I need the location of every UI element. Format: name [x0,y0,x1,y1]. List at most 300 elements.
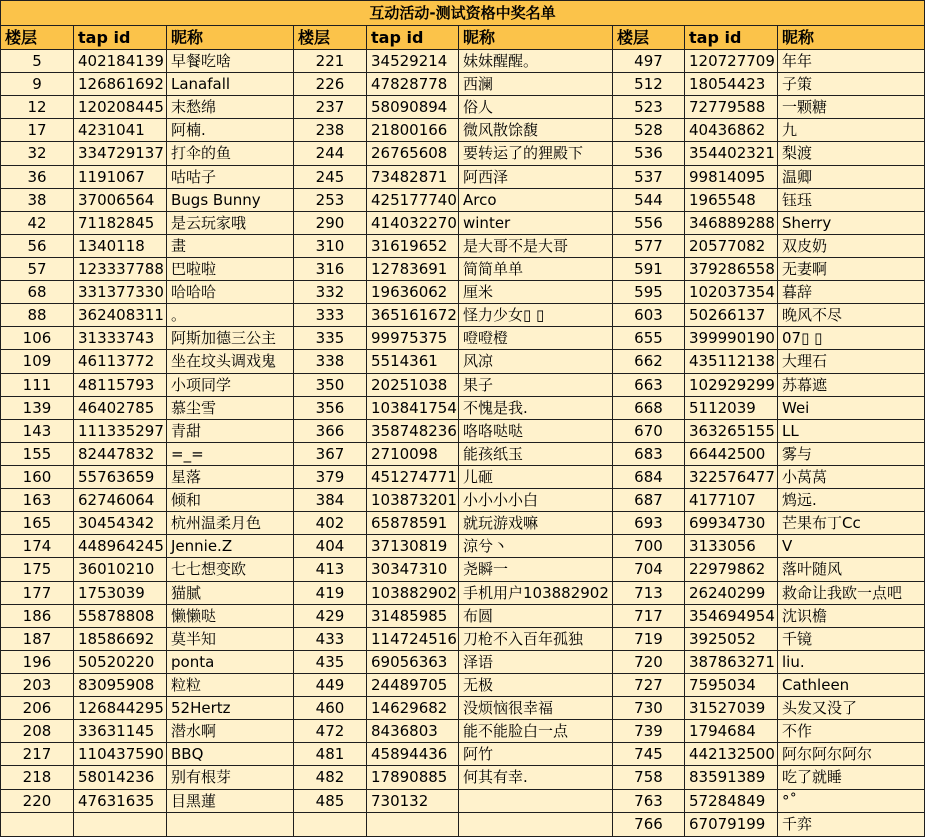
nickname-cell: 不作 [778,720,925,743]
floor-cell: 402 [294,512,367,535]
nickname-cell: 千弈 [778,812,925,836]
floor-cell: 32 [1,142,74,165]
nickname-cell: 简简单单 [459,257,613,280]
nickname-cell: 早餐吃啥 [167,50,294,73]
floor-cell: 155 [1,442,74,465]
floor-cell: 333 [294,304,367,327]
floor-cell: 187 [1,627,74,650]
floor-cell: 663 [613,373,685,396]
nickname-cell: 莫半知 [167,627,294,650]
nickname-cell: 潜水啊 [167,720,294,743]
floor-cell: 404 [294,535,367,558]
floor-cell: 367 [294,442,367,465]
table-row [1,789,925,812]
tapid-cell: 1340118 [74,234,167,257]
tapid-cell: 40436862 [685,119,778,142]
tapid-cell: 83591389 [685,766,778,789]
floor-cell: 662 [613,350,685,373]
nickname-cell [459,789,613,812]
nickname-cell: 风凉 [459,350,613,373]
nickname-cell: 落叶随风 [778,558,925,581]
tapid-cell: 7595034 [685,673,778,696]
floor-cell: 413 [294,558,367,581]
tapid-cell: 442132500 [685,743,778,766]
nickname-cell: BBQ [167,743,294,766]
nickname-cell: 畫 [167,234,294,257]
tapid-cell: 334729137 [74,142,167,165]
tapid-cell: 71182845 [74,211,167,234]
nickname-cell: 泽语 [459,650,613,673]
floor-cell: 245 [294,165,367,188]
floor-cell: 165 [1,512,74,535]
tapid-cell: 26765608 [367,142,459,165]
nickname-cell: 沈识檐 [778,604,925,627]
floor-cell: 42 [1,211,74,234]
floor-cell: 160 [1,465,74,488]
tapid-cell: 126861692 [74,73,167,96]
tapid-cell: 65878591 [367,512,459,535]
table-row [1,73,925,96]
tapid-cell: 1753039 [74,581,167,604]
floor-cell: 591 [613,257,685,280]
column-header-nickname: 昵称 [167,26,294,50]
nickname-cell: 咯咯哒哒 [459,419,613,442]
tapid-cell: 73482871 [367,165,459,188]
nickname-cell: 晚风不尽 [778,304,925,327]
floor-cell: 720 [613,650,685,673]
floor-cell: 139 [1,396,74,419]
tapid-cell: 46113772 [74,350,167,373]
tapid-cell: 102037354 [685,281,778,304]
nickname-cell: 子策 [778,73,925,96]
floor-cell: 766 [613,812,685,836]
nickname-cell: Arco [459,188,613,211]
tapid-cell: 14629682 [367,697,459,720]
tapid-cell: 1191067 [74,165,167,188]
tapid-cell: 379286558 [685,257,778,280]
nickname-cell: 目黑蓮 [167,789,294,812]
floor-cell: 175 [1,558,74,581]
tapid-cell: 18586692 [74,627,167,650]
tapid-cell: 19636062 [367,281,459,304]
tapid-cell: 50520220 [74,650,167,673]
tapid-cell: 22979862 [685,558,778,581]
floor-cell: 668 [613,396,685,419]
tapid-cell: 58014236 [74,766,167,789]
tapid-cell: 67079199 [685,812,778,836]
nickname-cell: 暮辞 [778,281,925,304]
floor-cell: 174 [1,535,74,558]
tapid-cell: 402184139 [74,50,167,73]
tapid-cell: 46402785 [74,396,167,419]
tapid-cell: 72779588 [685,96,778,119]
tapid-cell: 31485985 [367,604,459,627]
table-row [1,327,925,350]
floor-cell: 704 [613,558,685,581]
nickname-cell: 钰珏 [778,188,925,211]
table-row [1,188,925,211]
tapid-cell: 99814095 [685,165,778,188]
nickname-cell: 吃了就睡 [778,766,925,789]
floor-cell: 603 [613,304,685,327]
table-row [1,119,925,142]
tapid-cell: 358748236 [367,419,459,442]
floor-cell: 338 [294,350,367,373]
tapid-cell: 83095908 [74,673,167,696]
floor-cell: 433 [294,627,367,650]
tapid-cell: 123337788 [74,257,167,280]
nickname-cell: LL [778,419,925,442]
floor-cell: 485 [294,789,367,812]
table-row [1,396,925,419]
nickname-cell: 无极 [459,673,613,696]
table-row [1,350,925,373]
nickname-cell: 就玩游戏嘛 [459,512,613,535]
tapid-cell [74,812,167,836]
nickname-cell: 能不能脸白一点 [459,720,613,743]
tapid-cell: 103873201 [367,489,459,512]
tapid-cell: 451274771 [367,465,459,488]
floor-cell: 379 [294,465,367,488]
tapid-cell: 120208445 [74,96,167,119]
floor-cell: 739 [613,720,685,743]
tapid-cell: 1965548 [685,188,778,211]
tapid-cell: 33631145 [74,720,167,743]
tapid-cell: 48115793 [74,373,167,396]
nickname-cell: 慕尘雪 [167,396,294,419]
floor-cell: 693 [613,512,685,535]
floor-cell: 253 [294,188,367,211]
floor-cell: 316 [294,257,367,280]
tapid-cell: 20577082 [685,234,778,257]
tapid-cell: 4231041 [74,119,167,142]
floor-cell: 220 [1,789,74,812]
nickname-cell: 阿斯加德三公主 [167,327,294,350]
floor-cell: 332 [294,281,367,304]
floor-cell: 717 [613,604,685,627]
tapid-cell: 69934730 [685,512,778,535]
nickname-cell: 刀枪不入百年孤独 [459,627,613,650]
column-header-nickname: 昵称 [459,26,613,50]
nickname-cell: 双皮奶 [778,234,925,257]
nickname-cell: 能孩纸玉 [459,442,613,465]
table-row [1,419,925,442]
tapid-cell: 18054423 [685,73,778,96]
tapid-cell: 331377330 [74,281,167,304]
floor-cell: 217 [1,743,74,766]
tapid-cell: 103841754 [367,396,459,419]
nickname-cell: 。 [167,304,294,327]
floor-cell [1,812,74,836]
table-row [1,489,925,512]
nickname-cell: 末愁绵 [167,96,294,119]
table-row [1,812,925,836]
floor-cell: 449 [294,673,367,696]
table-row [1,50,925,73]
floor-cell: 497 [613,50,685,73]
tapid-cell: 120727709 [685,50,778,73]
nickname-cell: V [778,535,925,558]
nickname-cell: 52Hertz [167,697,294,720]
floor-cell: 523 [613,96,685,119]
tapid-cell: 110437590 [74,743,167,766]
nickname-cell: 七七想变欧 [167,558,294,581]
table-row [1,512,925,535]
table-row [1,650,925,673]
floor-cell: 472 [294,720,367,743]
floor-cell: 17 [1,119,74,142]
tapid-cell: 58090894 [367,96,459,119]
floor-cell: 221 [294,50,367,73]
nickname-cell: 俗人 [459,96,613,119]
floor-cell: 758 [613,766,685,789]
floor-cell: 512 [613,73,685,96]
nickname-cell: 苏幕遮 [778,373,925,396]
tapid-cell: 12783691 [367,257,459,280]
floor-cell: 177 [1,581,74,604]
table-row [1,211,925,234]
table-row [1,165,925,188]
nickname-cell: 小项同学 [167,373,294,396]
tapid-cell: 30347310 [367,558,459,581]
tapid-cell: 363265155 [685,419,778,442]
tapid-cell: 435112138 [685,350,778,373]
floor-cell: 237 [294,96,367,119]
tapid-cell [367,812,459,836]
tapid-cell: 362408311 [74,304,167,327]
tapid-cell: 126844295 [74,697,167,720]
tapid-cell: 47631635 [74,789,167,812]
floor-cell: 556 [613,211,685,234]
tapid-cell: 5112039 [685,396,778,419]
nickname-cell: 妹妹醒醒。 [459,50,613,73]
nickname-cell: 杭州温柔月色 [167,512,294,535]
floor-cell: 196 [1,650,74,673]
floor-cell: 186 [1,604,74,627]
nickname-cell: 不愧是我. [459,396,613,419]
nickname-cell: 小莴莴 [778,465,925,488]
floor-cell: 38 [1,188,74,211]
floor-cell: 356 [294,396,367,419]
nickname-cell: 怪力少女▯ ▯ [459,304,613,327]
tapid-cell: 1794684 [685,720,778,743]
title-row [1,1,925,26]
nickname-cell: 阿西泽 [459,165,613,188]
nickname-cell [459,812,613,836]
nickname-cell: 厘米 [459,281,613,304]
tapid-cell: 2710098 [367,442,459,465]
tapid-cell: 37130819 [367,535,459,558]
floor-cell: 419 [294,581,367,604]
nickname-cell: 打伞的鱼 [167,142,294,165]
table-row [1,465,925,488]
nickname-cell: 噔噔橙 [459,327,613,350]
column-header-tapid: tap id [367,26,459,50]
tapid-cell: 111335297 [74,419,167,442]
table-body [1,50,925,837]
tapid-cell: 69056363 [367,650,459,673]
tapid-cell: 31619652 [367,234,459,257]
nickname-cell: 是大哥不是大哥 [459,234,613,257]
tapid-cell: 31527039 [685,697,778,720]
table-row [1,743,925,766]
header-row [1,26,925,50]
nickname-cell: Wei [778,396,925,419]
tapid-cell: 414032270 [367,211,459,234]
nickname-cell: 何其有幸. [459,766,613,789]
floor-cell: 5 [1,50,74,73]
floor-cell: 350 [294,373,367,396]
table-row [1,673,925,696]
tapid-cell: 47828778 [367,73,459,96]
nickname-cell: 猫腻 [167,581,294,604]
column-header-nickname: 昵称 [778,26,925,50]
floor-cell: 537 [613,165,685,188]
nickname-cell: 巴啦啦 [167,257,294,280]
tapid-cell: 50266137 [685,304,778,327]
floor-cell: 208 [1,720,74,743]
tapid-cell: 103882902 [367,581,459,604]
tapid-cell: 365161672 [367,304,459,327]
floor-cell: 56 [1,234,74,257]
nickname-cell: 布圆 [459,604,613,627]
nickname-cell: 小小小小白 [459,489,613,512]
tapid-cell: 354402321 [685,142,778,165]
floor-cell: 57 [1,257,74,280]
floor-cell [294,812,367,836]
nickname-cell: 无妻啊 [778,257,925,280]
column-header-floor: 楼层 [613,26,685,50]
floor-cell: 366 [294,419,367,442]
nickname-cell: 咕咕子 [167,165,294,188]
floor-cell: 727 [613,673,685,696]
floor-cell: 687 [613,489,685,512]
floor-cell: 536 [613,142,685,165]
floor-cell: 106 [1,327,74,350]
floor-cell: 460 [294,697,367,720]
tapid-cell: 17890885 [367,766,459,789]
nickname-cell: 救命让我欧一点吧 [778,581,925,604]
tapid-cell: 37006564 [74,188,167,211]
floor-cell: 384 [294,489,367,512]
tapid-cell: 4177107 [685,489,778,512]
nickname-cell: Sherry [778,211,925,234]
nickname-cell: winter [459,211,613,234]
tapid-cell: 26240299 [685,581,778,604]
table-row [1,558,925,581]
tapid-cell: 425177740 [367,188,459,211]
floor-cell: 683 [613,442,685,465]
floor-cell: 719 [613,627,685,650]
tapid-cell: 99975375 [367,327,459,350]
floor-cell: 206 [1,697,74,720]
nickname-cell: 懒懒哒 [167,604,294,627]
tapid-cell: 55878808 [74,604,167,627]
nickname-cell: 没烦恼很幸福 [459,697,613,720]
nickname-cell: 要转运了的狸殿下 [459,142,613,165]
column-header-tapid: tap id [74,26,167,50]
tapid-cell: 114724516 [367,627,459,650]
column-header-floor: 楼层 [294,26,367,50]
floor-cell: 700 [613,535,685,558]
tapid-cell: 5514361 [367,350,459,373]
floor-cell: 713 [613,581,685,604]
floor-cell: 763 [613,789,685,812]
floor-cell: 684 [613,465,685,488]
nickname-cell: 温卿 [778,165,925,188]
table-row [1,257,925,280]
nickname-cell: 微风散馀馥 [459,119,613,142]
nickname-cell: 别有根芽 [167,766,294,789]
table-row [1,96,925,119]
nickname-cell: 大理石 [778,350,925,373]
tapid-cell: 55763659 [74,465,167,488]
nickname-cell: 西澜 [459,73,613,96]
tapid-cell: 34529214 [367,50,459,73]
table-row [1,281,925,304]
nickname-cell: 青甜 [167,419,294,442]
nickname-cell: 星落 [167,465,294,488]
nickname-cell: 儿砸 [459,465,613,488]
tapid-cell: 45894436 [367,743,459,766]
tapid-cell: 322576477 [685,465,778,488]
nickname-cell: 粒粒 [167,673,294,696]
nickname-cell: 梨渡 [778,142,925,165]
tapid-cell: 346889288 [685,211,778,234]
floor-cell: 335 [294,327,367,350]
nickname-cell: 是云玩家哦 [167,211,294,234]
column-header-floor: 楼层 [1,26,74,50]
table-row [1,373,925,396]
table-row [1,535,925,558]
floor-cell: 203 [1,673,74,696]
nickname-cell: Lanafall [167,73,294,96]
floor-cell: 88 [1,304,74,327]
tapid-cell: 387863271 [685,650,778,673]
tapid-cell: 36010210 [74,558,167,581]
floor-cell: 143 [1,419,74,442]
tapid-cell: 730132 [367,789,459,812]
nickname-cell: 阿尔阿尔阿尔 [778,743,925,766]
nickname-cell: 一颗糖 [778,96,925,119]
table-row [1,766,925,789]
tapid-cell: 8436803 [367,720,459,743]
tapid-cell: 20251038 [367,373,459,396]
tapid-cell: 3925052 [685,627,778,650]
floor-cell: 111 [1,373,74,396]
nickname-cell: 阿楠. [167,119,294,142]
table-row [1,442,925,465]
floor-cell: 290 [294,211,367,234]
floor-cell: 226 [294,73,367,96]
nickname-cell: =_= [167,442,294,465]
sheet-title: 互动活动-测试资格中奖名单 [1,1,925,26]
nickname-cell: ponta [167,650,294,673]
floor-cell: 12 [1,96,74,119]
tapid-cell: 31333743 [74,327,167,350]
column-header-tapid: tap id [685,26,778,50]
nickname-cell: 坐在坟头调戏鬼 [167,350,294,373]
nickname-cell: 芒果布丁Cc [778,512,925,535]
floor-cell: 730 [613,697,685,720]
floor-cell: 528 [613,119,685,142]
floor-cell: 670 [613,419,685,442]
table-row [1,720,925,743]
nickname-cell: 鸩远. [778,489,925,512]
tapid-cell: 3133056 [685,535,778,558]
floor-cell: 435 [294,650,367,673]
nickname-cell: 千镜 [778,627,925,650]
